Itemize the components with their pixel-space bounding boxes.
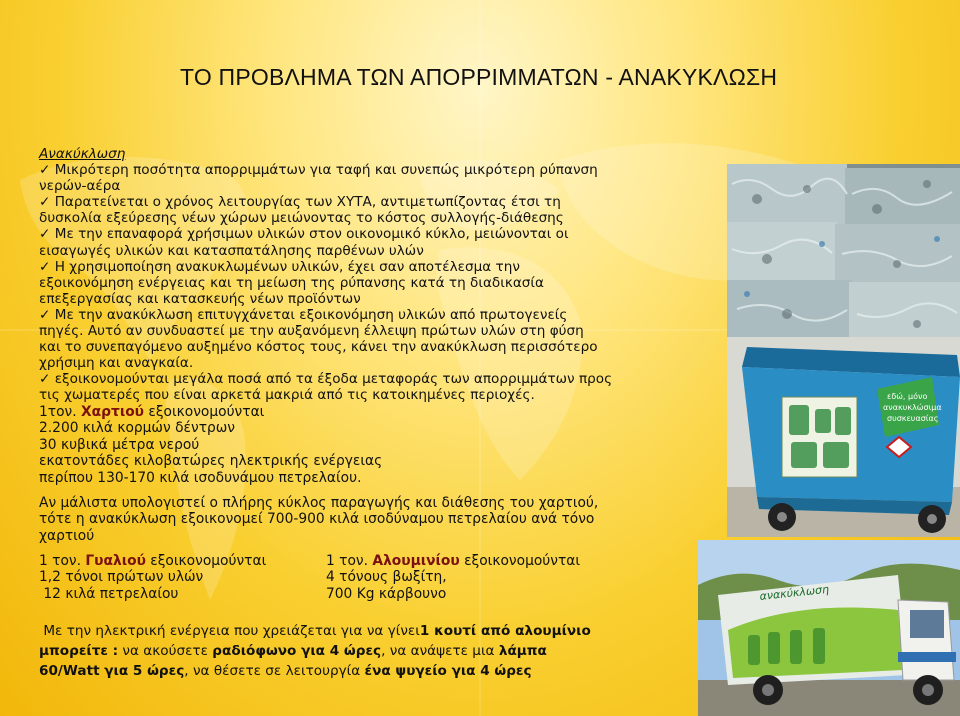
bin-sticker-text-1: εδώ, μόνο — [887, 392, 928, 401]
truck-label-text: ανακύκλωση — [758, 582, 830, 603]
paper-saving-item: εκατοντάδες κιλοβατώρες ηλεκτρικής ενέργειας — [39, 453, 383, 470]
glass-saving-item: 1,2 τόνοι πρώτων υλών — [39, 569, 204, 586]
benefit-line: και το συνεπαγόμενο αυξημένο κόστος τους, κάνει την ανακύκλωση περισσότερο — [39, 339, 598, 356]
recycling-benefits-text — [39, 146, 612, 404]
aluminium-savings-block: 1 τον. Αλουμινίου εξοικονομούνται 4 τόνους βωξίτη, 700 Kg κάρβουνο — [326, 553, 581, 602]
bin-sticker-text-2: ανακυκλώσιμα — [883, 403, 942, 412]
benefit-line: τις χωματερές που είναι αρκετά μακριά από τις κατοικημένες περιοχές. — [39, 387, 535, 404]
paper-saving-item: 2.200 κιλά κορμών δέντρων — [39, 420, 236, 437]
benefit-line: δυσκολία εξεύρεσης νέων χώρων μειώνοντας το κόστος συλλογής-διάθεσης — [39, 210, 564, 227]
paper-saving-item: 30 κυβικά μέτρα νερού — [39, 436, 200, 453]
recycling-bin-photo — [727, 337, 960, 537]
benefit-line: ✓ Η χρησιμοποίηση ανακυκλωμένων υλικών, έχει σαν αποτέλεσμα την — [39, 258, 520, 275]
glass-saving-item: 12 κιλά πετρελαίου — [39, 585, 179, 602]
lifecycle-paragraph: Αν μάλιστα υπολογιστεί ο πλήρης κύκλος παραγωγής και διάθεσης του χαρτιού, τότε η ανακύκλωση εξοικονομεί 700-900 κιλά ισοδύναμου πετρελαίου ανά τόνο χαρτιού — [39, 495, 599, 544]
recycling-truck-photo — [698, 540, 960, 716]
benefit-line: νερών-αέρα — [39, 178, 121, 195]
glass-material-label: Γυαλιού — [85, 553, 146, 569]
benefit-line: εισαγωγές υλικών και κατασπατάλησης παρθένων υλών — [39, 242, 424, 259]
paper-savings-block: 1τον. Χαρτιού εξοικονομούνται 2.200 κιλά κορμών δέντρων 30 κυβικά μέτρα νερού εκατοντάδες κιλοβατώρες ηλεκτρικής ενέργειας περίπου 130-170 κιλά ισοδυνάμου πετρελαίου. — [39, 404, 383, 486]
paper-saving-item: περίπου 130-170 κιλά ισοδυνάμου πετρελαίου. — [39, 469, 362, 486]
benefit-line: χρήσιμη και αναγκαία. — [39, 355, 194, 372]
benefit-line: ✓ Με την ανακύκλωση επιτυγχάνεται εξοικονόμηση υλικών από πρωτογενείς — [39, 306, 568, 323]
glass-savings-block: 1 τον. Γυαλιού εξοικονομούνται 1,2 τόνοι πρώτων υλών 12 κιλά πετρελαίου — [39, 553, 267, 602]
closing-text: Με την ηλεκτρική ενέργεια που χρειάζεται για να γίνει1 κουτί από αλουμίνιο μπορείτε : να ακούσετε ραδιόφωνο για 4 ώρες, να ανάψετε μια λάμπα 60/Watt για 5 ώρες, να θέσετε σε λειτουργία ένα ψυγείο για 4 ώρες — [39, 623, 591, 679]
section-heading: Ανακύκλωση — [39, 146, 126, 162]
benefit-line: ✓ Παρατείνεται ο χρόνος λειτουργίας των ΧΥΤΑ, αντιμετωπίζοντας έτσι τη — [39, 194, 561, 211]
benefit-line: ✓ εξοικονομούνται μεγάλα ποσά από τα έξοδα μεταφοράς των απορριμμάτων προς — [39, 371, 613, 388]
benefit-line: ✓ Με την επαναφορά χρήσιμων υλικών στον οικονομικό κύκλο, μειώνονται οι — [39, 226, 569, 243]
benefit-line: ✓ Μικρότερη ποσότητα απορριμμάτων για ταφή και συνεπώς μικρότερη ρύπανση — [39, 162, 598, 179]
benefit-line: επεξεργασίας και κατασκευής νέων προϊόντων — [39, 290, 361, 307]
slide-title: ΤΟ ΠΡΟΒΛΗΜΑ ΤΩΝ ΑΠΟΡΡΙΜΜΑΤΩΝ - ΑΝΑΚΥΚΛΩΣΗ — [180, 64, 778, 90]
benefit-line: εξοικονόμηση ενέργειας και τη μείωση της ρύπανσης κατά τη διαδικασία — [39, 274, 544, 291]
aluminium-saving-item: 4 τόνους βωξίτη, — [326, 569, 447, 586]
compressed-bottles-photo — [727, 164, 960, 339]
aluminium-material-label: Αλουμινίου — [372, 553, 460, 569]
paper-material-label: Χαρτιού — [81, 404, 144, 420]
bin-sticker-text-3: συσκευασίας — [887, 414, 939, 423]
benefit-line: πηγές. Αυτό αν συνδυαστεί με την αυξανόμενη έλλειψη πρώτων υλών στη φύση — [39, 323, 584, 340]
aluminium-saving-item: 700 Kg κάρβουνο — [326, 585, 447, 602]
